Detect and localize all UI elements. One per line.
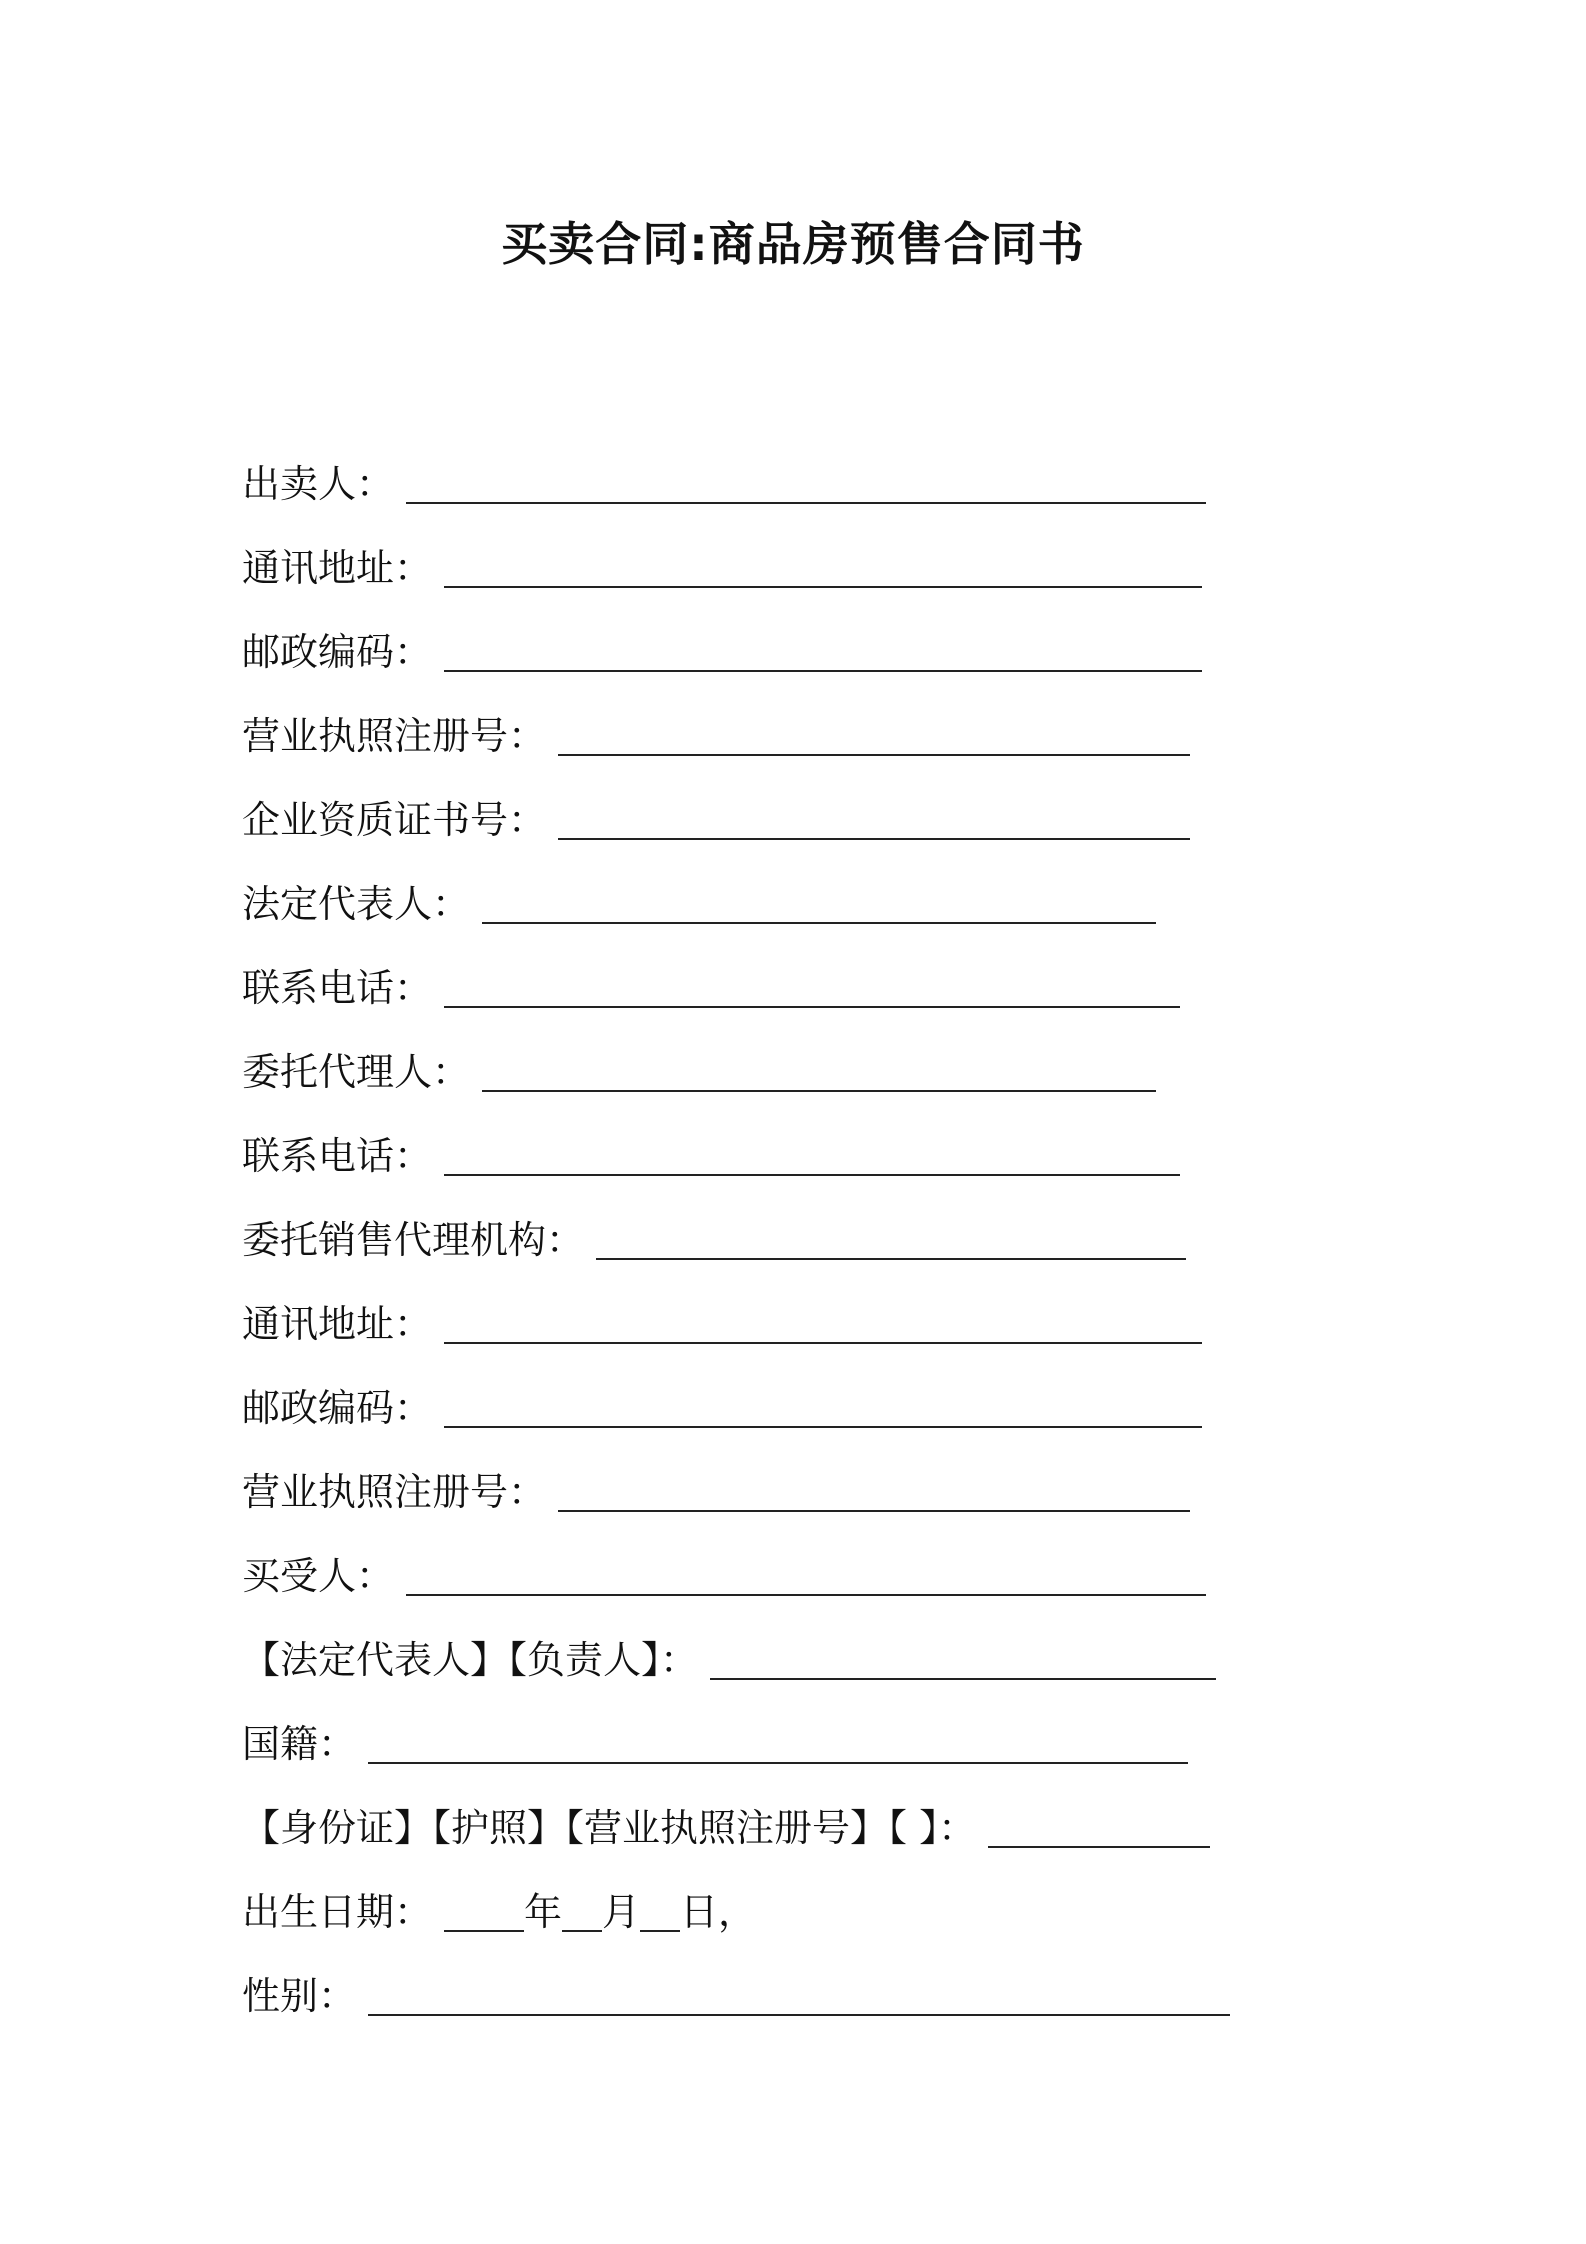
birth-month-blank[interactable] xyxy=(562,1926,602,1932)
agency-address-label: 通讯地址： xyxy=(242,1302,433,1346)
birth-date-label: 出生日期： xyxy=(242,1890,433,1934)
buyer-blank[interactable] xyxy=(406,1590,1206,1596)
gender-blank[interactable] xyxy=(368,2010,1230,2016)
legal-rep-label: 法定代表人： xyxy=(242,882,471,926)
contact-phone-label-1: 联系电话： xyxy=(242,966,433,1010)
qualification-cert-field xyxy=(242,792,1190,848)
seller-license-label: 营业执照注册号： xyxy=(242,714,547,758)
seller-address-field xyxy=(242,540,1202,596)
contact-phone-label-2: 联系电话： xyxy=(242,1134,433,1178)
id-doc-blank[interactable] xyxy=(988,1842,1210,1848)
nationality-label: 国籍： xyxy=(242,1722,357,1766)
month-label: 月 xyxy=(602,1890,641,1934)
seller-field xyxy=(242,456,1206,512)
seller-postcode-blank[interactable] xyxy=(444,666,1202,672)
contact-phone-blank-1[interactable] xyxy=(444,1002,1180,1008)
agency-postcode-label: 邮政编码： xyxy=(242,1386,433,1430)
agent-field xyxy=(242,1044,1156,1100)
buyer-label: 买受人： xyxy=(242,1554,395,1598)
nationality-field xyxy=(242,1716,1188,1772)
seller-postcode-field xyxy=(242,624,1202,680)
legal-rep-blank[interactable] xyxy=(482,918,1156,924)
contact-phone-field-2 xyxy=(242,1128,1180,1184)
document-title: 买卖合同:商品房预售合同书 xyxy=(501,217,1085,271)
seller-blank[interactable] xyxy=(406,498,1206,504)
agency-license-blank[interactable] xyxy=(558,1506,1190,1512)
agency-license-field xyxy=(242,1464,1190,1520)
year-label: 年 xyxy=(524,1890,563,1934)
buyer-rep-label: 【法定代表人】【负责人】： xyxy=(242,1638,699,1682)
qualification-cert-blank[interactable] xyxy=(558,834,1190,840)
contact-phone-blank-2[interactable] xyxy=(444,1170,1180,1176)
agency-postcode-blank[interactable] xyxy=(444,1422,1202,1428)
birth-year-blank[interactable] xyxy=(444,1926,524,1932)
sales-agency-blank[interactable] xyxy=(596,1254,1186,1260)
agency-address-blank[interactable] xyxy=(444,1338,1202,1344)
birth-day-blank[interactable] xyxy=(640,1926,680,1932)
seller-label: 出卖人： xyxy=(242,462,395,506)
agency-address-field xyxy=(242,1296,1202,1352)
sales-agency-label: 委托销售代理机构： xyxy=(242,1218,585,1262)
sales-agency-field xyxy=(242,1212,1186,1268)
agency-license-label: 营业执照注册号： xyxy=(242,1470,547,1514)
seller-license-blank[interactable] xyxy=(558,750,1190,756)
qualification-cert-label: 企业资质证书号： xyxy=(242,798,547,842)
buyer-rep-field xyxy=(242,1632,1216,1688)
birth-date-field xyxy=(242,1884,756,1940)
seller-address-blank[interactable] xyxy=(444,582,1202,588)
buyer-rep-blank[interactable] xyxy=(710,1674,1216,1680)
agency-postcode-field xyxy=(242,1380,1202,1436)
contact-phone-field-1 xyxy=(242,960,1180,1016)
gender-field xyxy=(242,1968,1230,2024)
seller-address-label: 通讯地址： xyxy=(242,546,433,590)
agent-label: 委托代理人： xyxy=(242,1050,471,1094)
nationality-blank[interactable] xyxy=(368,1758,1188,1764)
gender-label: 性别： xyxy=(242,1974,357,2018)
id-doc-field xyxy=(242,1800,1210,1856)
legal-rep-field xyxy=(242,876,1156,932)
agent-blank[interactable] xyxy=(482,1086,1156,1092)
seller-postcode-label: 邮政编码： xyxy=(242,630,433,674)
seller-license-field xyxy=(242,708,1190,764)
buyer-field xyxy=(242,1548,1206,1604)
day-label: 日， xyxy=(680,1890,757,1934)
id-doc-label: 【身份证】【护照】【营业执照注册号】【 】： xyxy=(242,1806,977,1850)
